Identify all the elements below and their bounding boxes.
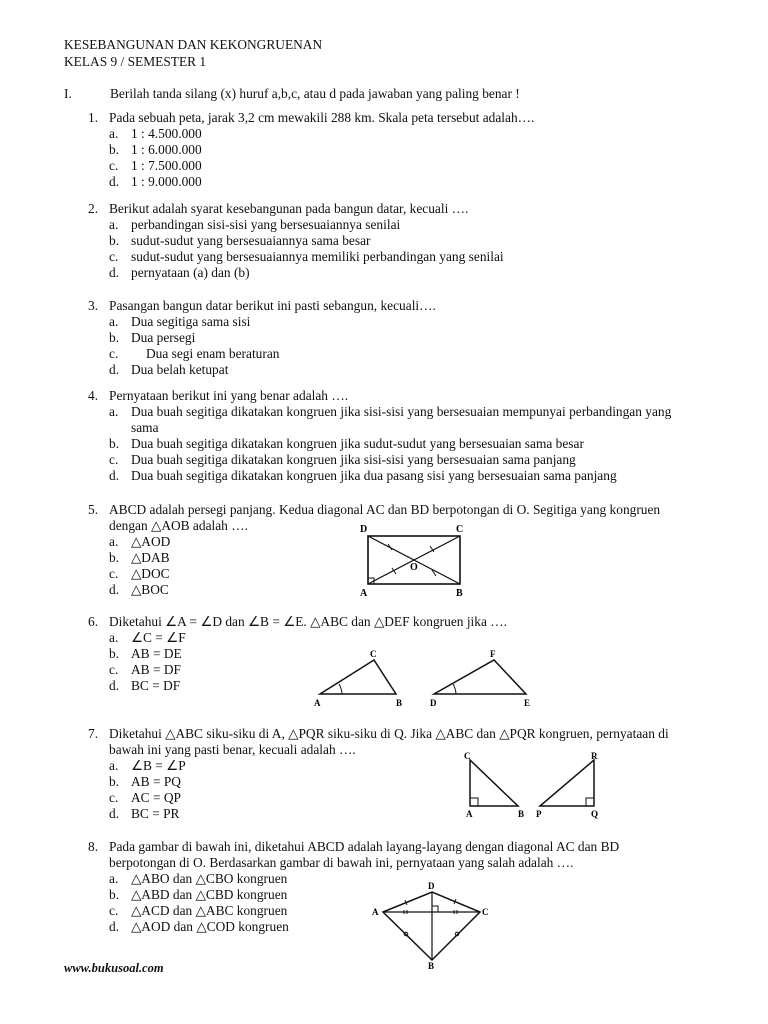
option-text: 1 : 6.000.000 xyxy=(131,142,202,157)
vertex-a-label: A xyxy=(314,698,321,708)
document-title: KESEBANGUNAN DAN KEKONGRUENAN xyxy=(64,37,323,52)
option-text: Dua buah segitiga dikatakan kongruen jika dua pasang sisi yang bersesuaian sama panjang xyxy=(131,468,617,483)
option-letter: c. xyxy=(109,452,119,467)
option-letter: a. xyxy=(109,314,119,329)
question-number: 1. xyxy=(88,110,99,125)
option-a[interactable] xyxy=(109,217,688,233)
option-text: ∠C = ∠F xyxy=(131,630,186,645)
option-text: Dua buah segitiga dikatakan kongruen jika sudut-sudut yang bersesuaian sama besar xyxy=(131,436,584,451)
vertex-c-label: C xyxy=(370,649,377,659)
question-number: 5. xyxy=(88,502,99,517)
vertex-b-label: B xyxy=(456,588,463,598)
option-text: △DAB xyxy=(131,550,170,565)
option-letter: c. xyxy=(109,903,119,918)
option-b[interactable] xyxy=(109,436,688,452)
vertex-a-label: A xyxy=(466,809,473,819)
option-letter: d. xyxy=(109,678,120,693)
option-letter: b. xyxy=(109,142,120,157)
option-letter: d. xyxy=(109,265,120,280)
question-text: Pernyataan berikut ini yang benar adalah …. xyxy=(109,388,349,403)
vertex-d-label: D xyxy=(430,698,437,708)
option-text: △AOD xyxy=(131,534,171,549)
question-1 xyxy=(88,110,688,190)
option-letter: d. xyxy=(109,806,120,821)
option-text: 1 : 4.500.000 xyxy=(131,126,202,141)
option-a[interactable] xyxy=(109,404,688,436)
option-letter: b. xyxy=(109,550,120,565)
option-b[interactable] xyxy=(109,233,688,249)
option-letter: a. xyxy=(109,534,119,549)
option-text: sudut-sudut yang bersesuaiannya sama besar xyxy=(131,233,371,248)
question-text: Diketahui ∠A = ∠D dan ∠B = ∠E. △ABC dan △DEF kongruen jika …. xyxy=(109,614,507,629)
option-text: Dua belah ketupat xyxy=(131,362,229,377)
option-letter: a. xyxy=(109,217,119,232)
footer-website: www.bukusoal.com xyxy=(64,961,164,975)
vertex-c-label: C xyxy=(464,751,471,761)
vertex-f-label: F xyxy=(490,649,496,659)
vertex-b-label: B xyxy=(396,698,403,708)
question-4 xyxy=(88,388,688,484)
vertex-e-label: E xyxy=(524,698,531,708)
option-c[interactable] xyxy=(109,346,688,362)
option-c[interactable] xyxy=(109,158,688,174)
option-a[interactable] xyxy=(109,314,688,330)
vertex-q-label: Q xyxy=(591,809,599,819)
option-text: 1 : 7.500.000 xyxy=(131,158,202,173)
vertex-p-label: P xyxy=(536,809,542,819)
question-text: Berikut adalah syarat kesebangunan pada bangun datar, kecuali …. xyxy=(109,201,469,216)
question-number: 8. xyxy=(88,839,99,854)
option-letter: b. xyxy=(109,774,120,789)
option-text: AC = QP xyxy=(131,790,181,805)
option-c[interactable] xyxy=(109,452,688,468)
option-text: △AOD dan △COD kongruen xyxy=(131,919,289,934)
vertex-d-label: D xyxy=(428,881,435,891)
option-letter: a. xyxy=(109,404,119,419)
vertex-b-label: B xyxy=(518,809,525,819)
point-o-label: O xyxy=(410,562,418,573)
option-text: sudut-sudut yang bersesuaiannya memiliki perbandingan yang senilai xyxy=(131,249,504,264)
option-letter: b. xyxy=(109,646,120,661)
question-2 xyxy=(88,201,688,281)
option-d[interactable] xyxy=(109,468,688,484)
kite-abcd-figure xyxy=(368,880,498,970)
option-letter: a. xyxy=(109,630,119,645)
document-subtitle: KELAS 9 / SEMESTER 1 xyxy=(64,54,207,69)
option-text: △DOC xyxy=(131,566,170,581)
option-text: △BOC xyxy=(131,582,169,597)
option-d[interactable] xyxy=(109,265,688,281)
option-text: BC = PR xyxy=(131,806,180,821)
option-letter: b. xyxy=(109,887,120,902)
option-a[interactable] xyxy=(109,126,688,142)
option-text: AB = PQ xyxy=(131,774,181,789)
question-number: 3. xyxy=(88,298,99,313)
option-letter: d. xyxy=(109,174,120,189)
option-text: 1 : 9.000.000 xyxy=(131,174,202,189)
option-letter: a. xyxy=(109,758,119,773)
option-letter: d. xyxy=(109,582,120,597)
question-number: 6. xyxy=(88,614,99,629)
question-number: 4. xyxy=(88,388,99,403)
question-text: Pasangan bangun datar berikut ini pasti sebangun, kecuali…. xyxy=(109,298,436,313)
option-text: AB = DF xyxy=(131,662,181,677)
question-text: Pada gambar di bawah ini, diketahui ABCD adalah layang-layang dengan diagonal AC dan BD berpotongan di O. Berdasarkan gambar di bawah ini, pernyataan yang salah adalah …. xyxy=(109,839,620,870)
vertex-a-label: A xyxy=(360,588,368,598)
option-letter: c. xyxy=(109,249,119,264)
option-text: △ABO dan △CBO kongruen xyxy=(131,871,288,886)
option-letter: b. xyxy=(109,436,120,451)
option-d[interactable] xyxy=(109,174,688,190)
option-letter: c. xyxy=(109,662,119,677)
option-letter: c. xyxy=(109,346,119,361)
option-text: Dua buah segitiga dikatakan kongruen jika sisi-sisi yang bersesuaian sama panjang xyxy=(131,452,576,467)
option-text: BC = DF xyxy=(131,678,181,693)
vertex-c-label: C xyxy=(482,907,489,917)
option-text: △ACD dan △ABC kongruen xyxy=(131,903,288,918)
option-letter: c. xyxy=(109,158,119,173)
option-letter: b. xyxy=(109,233,120,248)
option-d[interactable] xyxy=(109,362,688,378)
question-text: ABCD adalah persegi panjang. Kedua diagonal AC dan BD berpotongan di O. Segitiga yang kongruen dengan △AOB adalah …. xyxy=(109,502,661,533)
document-header xyxy=(64,36,322,70)
option-text: ∠B = ∠P xyxy=(131,758,186,773)
question-text: Diketahui △ABC siku-siku di A, △PQR siku-siku di Q. Jika △ABC dan △PQR kongruen, pernyataan di bawah ini yang pasti benar, kecuali adalah …. xyxy=(109,726,669,757)
triangles-abc-def-figure xyxy=(312,648,542,710)
option-text: Dua segitiga sama sisi xyxy=(131,314,251,329)
option-b[interactable] xyxy=(109,330,688,346)
section-numeral: I. xyxy=(64,86,72,101)
option-letter: a. xyxy=(109,871,119,886)
option-b[interactable] xyxy=(109,142,688,158)
question-text: Pada sebuah peta, jarak 3,2 cm mewakili 288 km. Skala peta tersebut adalah…. xyxy=(109,110,535,125)
question-number: 2. xyxy=(88,201,99,216)
option-text: pernyataan (a) dan (b) xyxy=(131,265,250,280)
option-text: Dua buah segitiga dikatakan kongruen jika sisi-sisi yang bersesuaian mempunyai perbandingan yang sama xyxy=(131,404,672,435)
question-3 xyxy=(88,298,688,378)
right-triangles-abc-pqr-figure xyxy=(460,750,610,820)
option-c[interactable] xyxy=(109,249,688,265)
option-letter: d. xyxy=(109,919,120,934)
option-text: perbandingan sisi-sisi yang bersesuaiannya senilai xyxy=(131,217,401,232)
option-letter: c. xyxy=(109,790,119,805)
vertex-b-label: B xyxy=(428,961,435,970)
option-letter: d. xyxy=(109,468,120,483)
option-letter: c. xyxy=(109,566,119,581)
option-letter: a. xyxy=(109,126,119,141)
option-text: Dua segi enam beraturan xyxy=(146,346,280,361)
vertex-a-label: A xyxy=(372,907,379,917)
option-text: △ABD dan △CBD kongruen xyxy=(131,887,288,902)
question-number: 7. xyxy=(88,726,99,741)
vertex-c-label: C xyxy=(456,524,464,535)
option-text: Dua persegi xyxy=(131,330,196,345)
option-letter: b. xyxy=(109,330,120,345)
instruction-text: Berilah tanda silang (x) huruf a,b,c, atau d pada jawaban yang paling benar ! xyxy=(110,86,520,101)
option-text: AB = DE xyxy=(131,646,182,661)
vertex-d-label: D xyxy=(360,524,368,535)
option-a[interactable] xyxy=(109,630,688,646)
option-letter: d. xyxy=(109,362,120,377)
vertex-r-label: R xyxy=(591,751,598,761)
rectangle-abcd-figure xyxy=(358,522,468,598)
